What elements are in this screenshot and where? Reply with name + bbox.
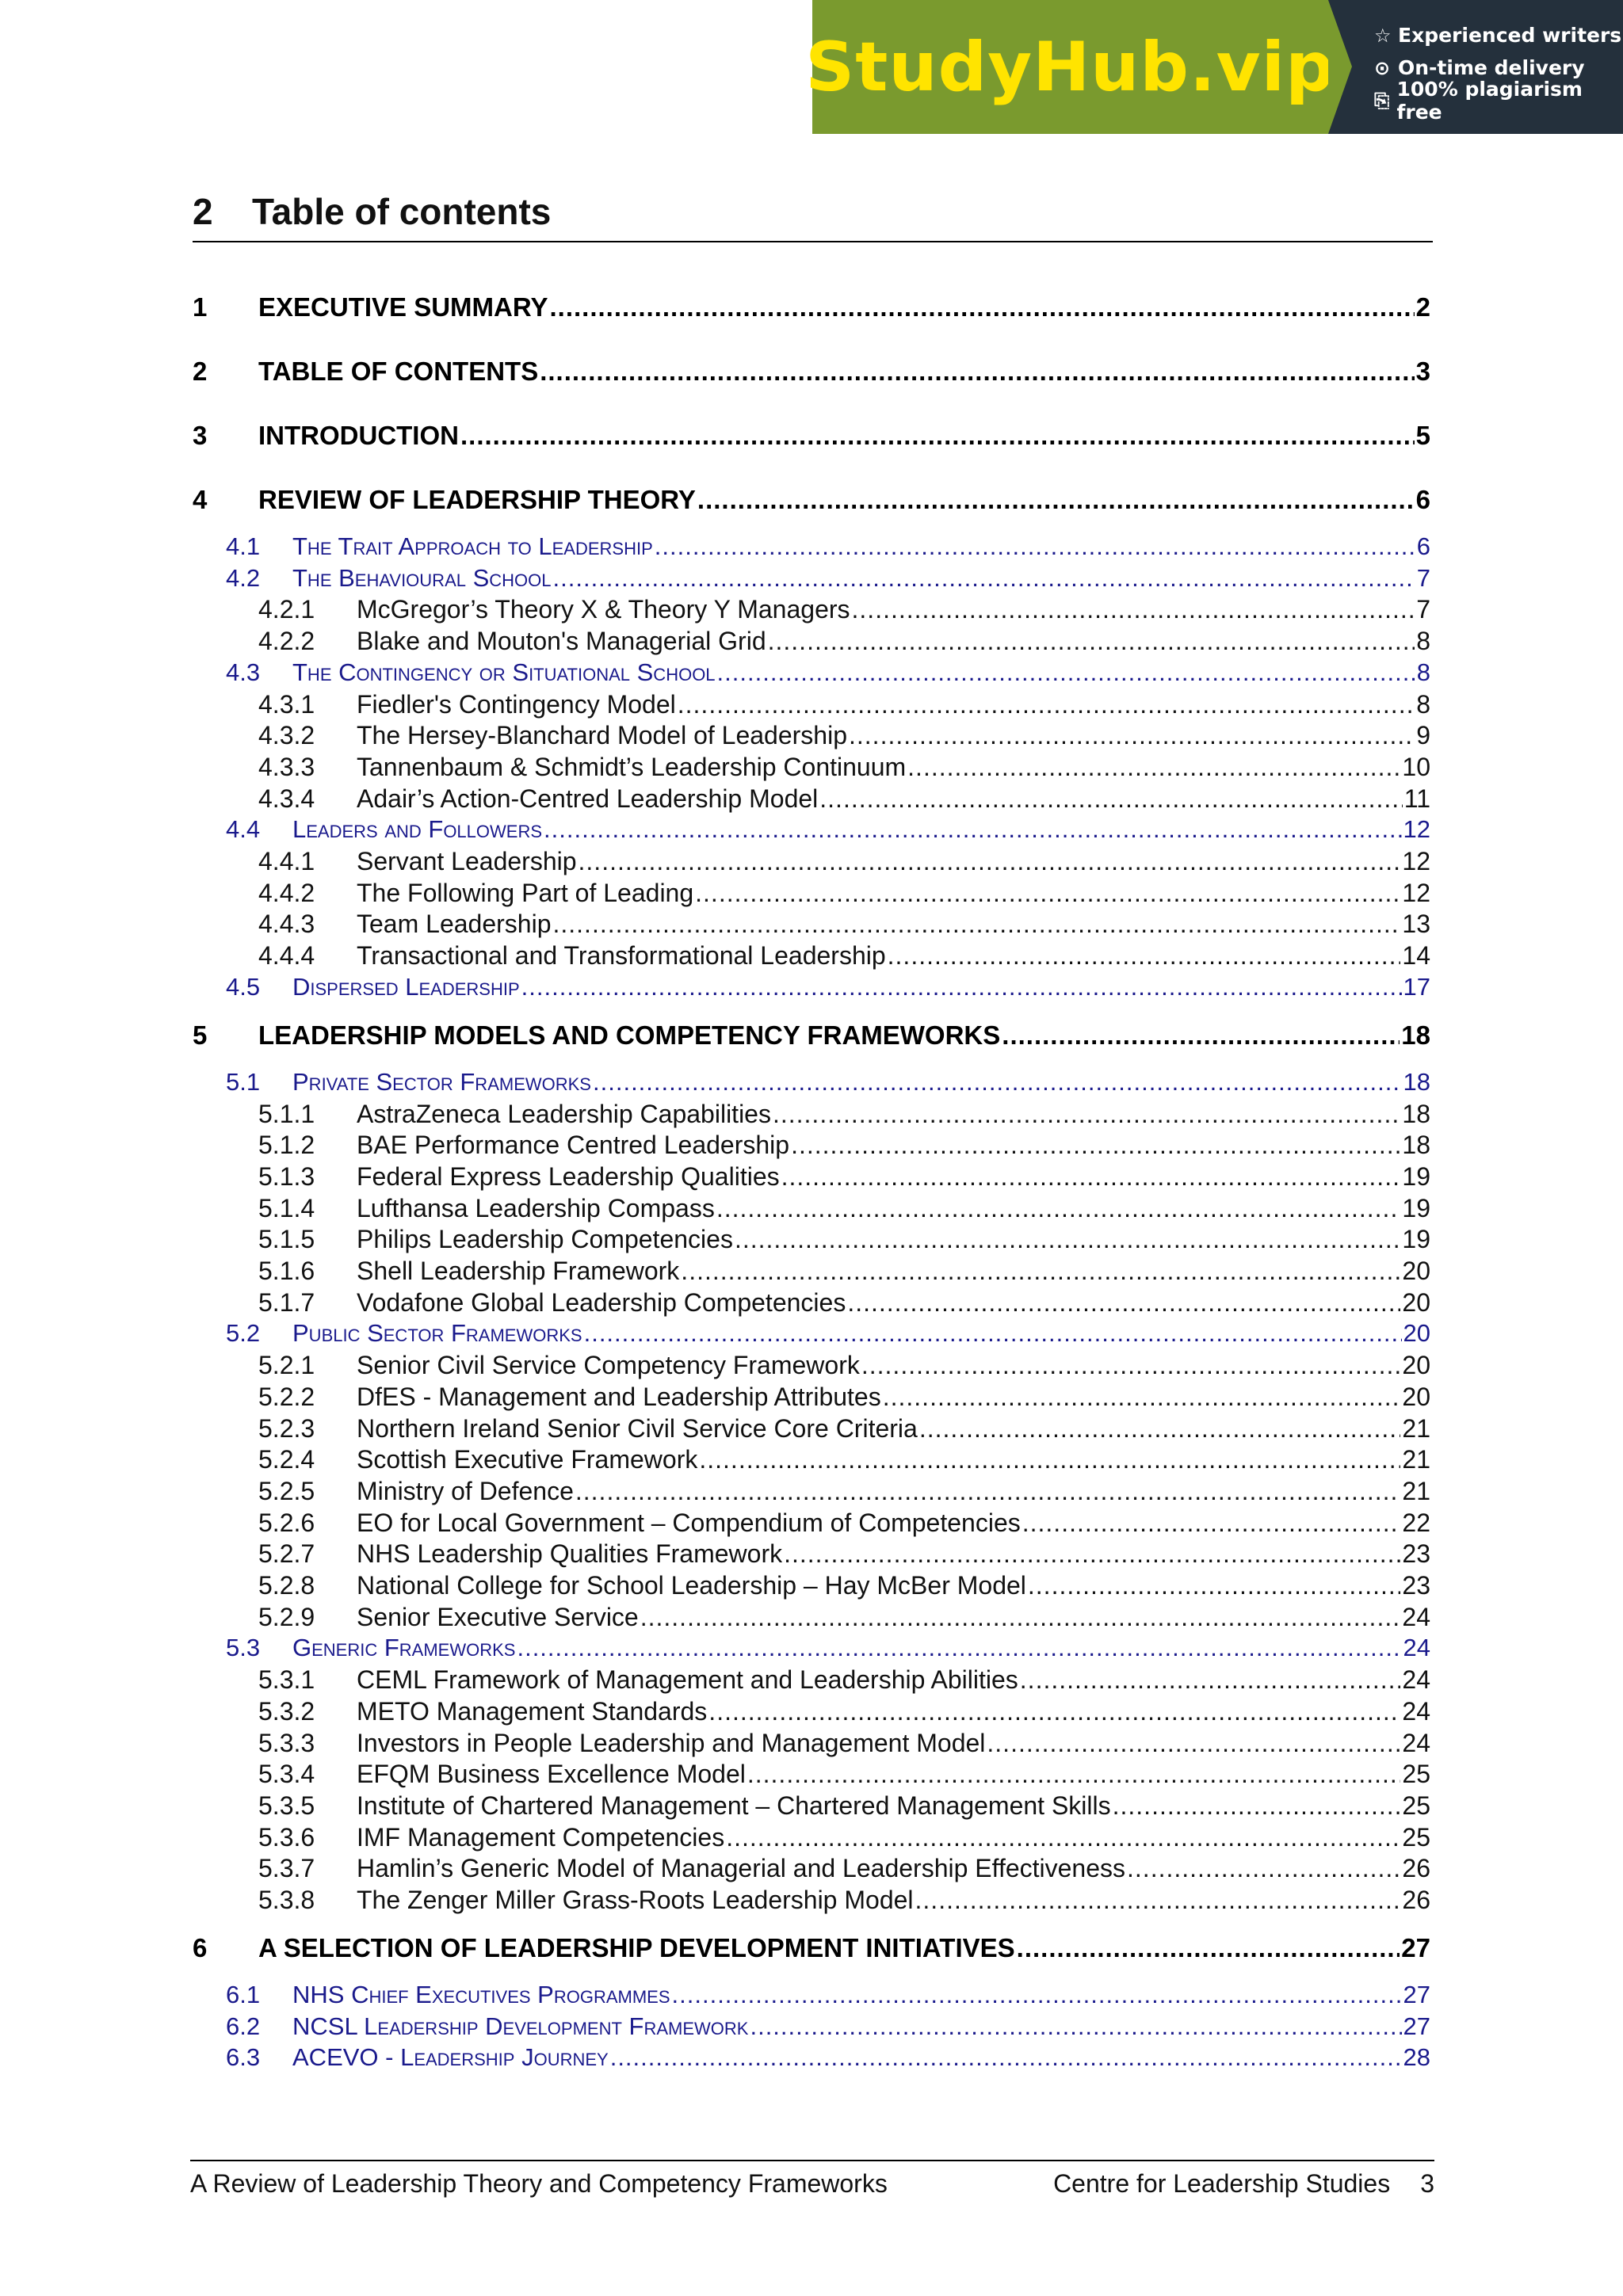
toc-number: 4.3 xyxy=(226,658,261,686)
toc-title: A SELECTION OF LEADERSHIP DEVELOPMENT INITIATIVES xyxy=(258,1933,1015,1962)
dot-leader xyxy=(672,1981,1402,2009)
toc-page-number: 7 xyxy=(1416,564,1430,592)
toc-title: INTRODUCTION xyxy=(258,421,459,450)
brand-logo[interactable] xyxy=(805,0,1335,134)
toc-title: BAE Performance Centred Leadership xyxy=(357,1131,790,1159)
toc-number: 5.3.7 xyxy=(258,1854,315,1882)
toc-entry-4-4-2[interactable] xyxy=(193,879,1430,908)
toc-entry-5-3-1[interactable] xyxy=(193,1665,1430,1695)
toc-entry-5-3-5[interactable] xyxy=(193,1791,1430,1821)
heading-text: Table of contents xyxy=(252,191,552,232)
toc-entry-4-4-1[interactable] xyxy=(193,847,1430,876)
toc-number: 6.2 xyxy=(226,2012,261,2040)
toc-page-number: 24 xyxy=(1402,1729,1430,1757)
dot-leader xyxy=(819,784,1403,814)
toc-page-number: 18 xyxy=(1402,1100,1430,1128)
toc-title: Servant Leadership xyxy=(357,847,577,875)
toc-entry-5-2-5[interactable] xyxy=(193,1477,1430,1506)
toc-number: 5.2.1 xyxy=(258,1351,315,1379)
toc-title: Adair’s Action-Centred Leadership Model xyxy=(357,784,819,813)
dot-leader xyxy=(852,595,1415,624)
footer-org: Centre for Leadership Studies xyxy=(1053,2169,1391,2198)
dot-leader xyxy=(784,1539,1400,1569)
toc-title: Senior Civil Service Competency Framework xyxy=(357,1351,860,1379)
toc-entry-6-2[interactable] xyxy=(193,2012,1430,2041)
toc-number: 5.3.5 xyxy=(258,1791,315,1820)
toc-page-number: 20 xyxy=(1402,1351,1430,1379)
toc-page-number: 18 xyxy=(1403,1068,1430,1096)
toc-title: DfES - Management and Leadership Attributes xyxy=(357,1383,881,1411)
toc-page-number: 23 xyxy=(1402,1571,1430,1600)
dot-leader xyxy=(791,1131,1400,1160)
toc-title: Leaders and Followers xyxy=(292,815,543,843)
toc-title: The Hersey-Blanchard Model of Leadership xyxy=(357,721,847,749)
toc-title: CEML Framework of Management and Leadership Abilities xyxy=(357,1665,1018,1694)
toc-title: Private Sector Frameworks xyxy=(292,1068,591,1096)
dot-leader xyxy=(517,1634,1401,1662)
toc-page-number: 20 xyxy=(1403,1319,1430,1347)
toc-number: 5.1.2 xyxy=(258,1131,315,1159)
toc-page-number: 21 xyxy=(1402,1414,1430,1443)
dot-leader xyxy=(915,1886,1401,1915)
toc-title: The Following Part of Leading xyxy=(357,879,694,907)
toc-title: Fiedler's Contingency Model xyxy=(357,690,676,719)
toc-number: 4.4 xyxy=(226,815,261,843)
toc-page-number: 26 xyxy=(1402,1854,1430,1882)
toc-title: Shell Leadership Framework xyxy=(357,1257,680,1285)
toc-title: National College for School Leadership – Hay McBer Model xyxy=(357,1571,1026,1600)
dot-leader xyxy=(695,879,1400,908)
toc-number: 4.3.2 xyxy=(258,721,315,749)
toc-page-number: 11 xyxy=(1403,784,1430,813)
toc-number: 5.1.6 xyxy=(258,1257,315,1285)
dot-leader xyxy=(697,485,1415,515)
toc-title: EFQM Business Excellence Model xyxy=(357,1760,746,1788)
page-footer xyxy=(190,2160,1434,2199)
dot-leader xyxy=(1127,1854,1400,1883)
toc-title: Ministry of Defence xyxy=(357,1477,574,1505)
toc-entry-5-1-5[interactable] xyxy=(193,1225,1430,1254)
feature-label: On-time delivery xyxy=(1398,56,1585,79)
dot-leader xyxy=(726,1823,1400,1852)
dot-leader xyxy=(540,357,1414,387)
toc-number: 5.2 xyxy=(226,1319,261,1347)
toc-page-number: 8 xyxy=(1416,627,1430,655)
dot-leader xyxy=(1028,1571,1401,1600)
dot-leader xyxy=(768,627,1415,656)
toc-title: Blake and Mouton's Managerial Grid xyxy=(357,627,766,655)
toc-page-number: 13 xyxy=(1402,910,1430,938)
dot-leader xyxy=(584,1319,1402,1348)
toc-page-number: 6 xyxy=(1416,532,1430,560)
toc-number: 5.3.3 xyxy=(258,1729,315,1757)
toc-number: 3 xyxy=(193,421,208,450)
toc-entry-5-2-3[interactable] xyxy=(193,1414,1430,1444)
toc-title: The Behavioural School xyxy=(292,564,552,592)
toc-entry-5-2-9[interactable] xyxy=(193,1603,1430,1632)
toc-page-number: 6 xyxy=(1415,485,1430,514)
toc-number: 5.1.1 xyxy=(258,1100,315,1128)
toc-number: 5.2.6 xyxy=(258,1508,315,1537)
toc-entry-5-1-4[interactable] xyxy=(193,1194,1430,1223)
heading-number: 2 xyxy=(193,191,213,232)
brand-name: StudyHub.vip xyxy=(805,27,1335,107)
toc-page-number: 24 xyxy=(1402,1603,1430,1631)
toc-entry-5-1-6[interactable] xyxy=(193,1257,1430,1286)
copy-icon: ⎘ xyxy=(1374,89,1390,112)
dot-leader xyxy=(773,1100,1400,1129)
toc-number: 5.1.3 xyxy=(258,1162,315,1191)
toc-page-number: 26 xyxy=(1402,1886,1430,1914)
toc-number: 2 xyxy=(193,357,208,386)
toc-entry-4-4[interactable] xyxy=(193,815,1430,844)
toc-page-number: 8 xyxy=(1416,690,1430,719)
toc-title: The Zenger Miller Grass-Roots Leadership Model xyxy=(357,1886,914,1914)
toc-number: 4.2 xyxy=(226,564,261,592)
toc-number: 5.2.5 xyxy=(258,1477,315,1505)
toc-number: 4.4.4 xyxy=(258,941,315,970)
toc-number: 5.1.5 xyxy=(258,1225,315,1253)
toc-title: Transactional and Transformational Leadership xyxy=(357,941,886,970)
toc-entry-6[interactable] xyxy=(193,1933,1430,1963)
toc-title: TABLE OF CONTENTS xyxy=(258,357,539,386)
toc-page-number: 18 xyxy=(1401,1020,1430,1050)
dot-leader xyxy=(708,1697,1400,1726)
toc-title: Federal Express Leadership Qualities xyxy=(357,1162,780,1191)
toc-page-number: 17 xyxy=(1403,973,1430,1001)
toc-page-number: 24 xyxy=(1402,1697,1430,1726)
toc-entry-5-3-3[interactable] xyxy=(193,1729,1430,1758)
toc-title: Dispersed Leadership xyxy=(292,973,520,1001)
toc-number: 4.3.4 xyxy=(258,784,315,813)
toc-number: 5.1.4 xyxy=(258,1194,315,1222)
dot-leader xyxy=(678,690,1415,719)
toc-entry-4-3-3[interactable] xyxy=(193,753,1430,782)
toc-number: 4.4.1 xyxy=(258,847,315,875)
toc-page-number: 5 xyxy=(1415,421,1430,450)
toc-entry-4-2[interactable] xyxy=(193,564,1430,593)
toc-number: 4.5 xyxy=(226,973,261,1001)
toc-title: Lufthansa Leadership Compass xyxy=(357,1194,715,1222)
toc-title: The Contingency or Situational School xyxy=(292,658,716,686)
toc-title: EXECUTIVE SUMMARY xyxy=(258,292,548,322)
dot-leader xyxy=(919,1414,1401,1444)
toc-page-number: 19 xyxy=(1402,1162,1430,1191)
dot-leader xyxy=(549,292,1414,322)
dot-leader xyxy=(861,1351,1401,1380)
dot-leader xyxy=(575,1477,1401,1506)
toc-number: 4.4.2 xyxy=(258,879,315,907)
toc-entry-5-2-2[interactable] xyxy=(193,1383,1430,1412)
toc-title: NHS Chief Executives Programmes xyxy=(292,1981,670,2008)
toc-number: 5.1 xyxy=(226,1068,261,1096)
dot-leader xyxy=(579,847,1401,876)
toc-page-number: 9 xyxy=(1416,721,1430,749)
toc-entry-5-1[interactable] xyxy=(193,1068,1430,1097)
toc-entry-5-2-6[interactable] xyxy=(193,1508,1430,1538)
toc-title: Senior Executive Service xyxy=(357,1603,639,1631)
toc-title: AstraZeneca Leadership Capabilities xyxy=(357,1100,771,1128)
toc-entry-5-2-1[interactable] xyxy=(193,1351,1430,1380)
dot-leader xyxy=(747,1760,1401,1789)
toc-page-number: 24 xyxy=(1402,1665,1430,1694)
dot-leader xyxy=(987,1729,1400,1758)
toc-page-number: 23 xyxy=(1402,1539,1430,1568)
feature-label: Experienced writers xyxy=(1398,24,1622,47)
toc-number: 5.2.7 xyxy=(258,1539,315,1568)
dot-leader xyxy=(847,1288,1400,1318)
dot-leader xyxy=(1020,1665,1401,1695)
toc-entry-5-1-1[interactable] xyxy=(193,1100,1430,1129)
toc-page-number: 12 xyxy=(1402,879,1430,907)
toc-entry-3[interactable] xyxy=(193,421,1430,451)
star-icon: ☆ xyxy=(1374,24,1392,47)
toc-number: 4.2.2 xyxy=(258,627,315,655)
dot-leader xyxy=(593,1068,1402,1097)
dot-leader xyxy=(888,941,1401,971)
toc-page-number: 10 xyxy=(1402,753,1430,781)
toc-entry-5-1-3[interactable] xyxy=(193,1162,1430,1192)
toc-entry-5-3-7[interactable] xyxy=(193,1854,1430,1883)
toc-entry-5-2[interactable] xyxy=(193,1319,1430,1348)
footer-doc-title: A Review of Leadership Theory and Competency Frameworks xyxy=(190,2169,888,2198)
toc-number: 1 xyxy=(193,292,208,322)
dot-leader xyxy=(460,421,1415,451)
toc-title: Northern Ireland Senior Civil Service Core Criteria xyxy=(357,1414,918,1443)
toc-entry-4-4-3[interactable] xyxy=(193,910,1430,939)
toc-entry-5-1-2[interactable] xyxy=(193,1131,1430,1160)
dot-leader xyxy=(1017,1933,1400,1963)
toc-title: Philips Leadership Competencies xyxy=(357,1225,733,1253)
toc-entry-4-2-1[interactable] xyxy=(193,595,1430,624)
toc-title: Tannenbaum & Schmidt’s Leadership Continuum xyxy=(357,753,907,781)
toc-title: Vodafone Global Leadership Competencies xyxy=(357,1288,846,1317)
toc-page-number: 14 xyxy=(1402,941,1430,970)
toc-number: 4.4.3 xyxy=(258,910,315,938)
dot-leader xyxy=(1113,1791,1401,1821)
toc-page-number: 25 xyxy=(1402,1791,1430,1820)
toc-number: 4.1 xyxy=(226,532,261,560)
feature-label: 100% plagiarism free xyxy=(1396,77,1583,124)
toc-number: 5.2.4 xyxy=(258,1445,315,1474)
toc-number: 5.3.4 xyxy=(258,1760,315,1788)
toc-entry-4-3-4[interactable] xyxy=(193,784,1430,814)
toc-entry-4-5[interactable] xyxy=(193,973,1430,1001)
dot-leader xyxy=(681,1257,1400,1286)
toc-page-number: 7 xyxy=(1416,595,1430,624)
toc-page-number: 22 xyxy=(1402,1508,1430,1537)
toc-page-number: 27 xyxy=(1403,2012,1430,2040)
toc-entry-5-1-7[interactable] xyxy=(193,1288,1430,1318)
toc-title: METO Management Standards xyxy=(357,1697,708,1726)
toc-number: 5.3.8 xyxy=(258,1886,315,1914)
dot-leader xyxy=(1022,1508,1401,1538)
toc-title: Hamlin’s Generic Model of Managerial and Leadership Effectiveness xyxy=(357,1854,1126,1882)
toc-title: Team Leadership xyxy=(357,910,552,938)
toc-title: Public Sector Frameworks xyxy=(292,1319,582,1347)
toc-title: ACEVO - Leadership Journey xyxy=(292,2043,609,2071)
feature-plagiarism xyxy=(1374,77,1623,124)
toc-entry-4[interactable] xyxy=(193,485,1430,515)
dot-leader xyxy=(750,2012,1401,2041)
dot-leader xyxy=(1002,1020,1400,1051)
toc-entry-5-3[interactable] xyxy=(193,1634,1430,1662)
dot-leader xyxy=(544,815,1401,844)
page-title xyxy=(193,190,1433,242)
dot-leader xyxy=(655,532,1415,561)
toc-title: NHS Leadership Qualities Framework xyxy=(357,1539,783,1568)
toc-number: 5.3 xyxy=(226,1634,261,1661)
toc-title: The Trait Approach to Leadership xyxy=(292,532,653,560)
toc-entry-5-2-4[interactable] xyxy=(193,1445,1430,1474)
toc-number: 4.2.1 xyxy=(258,595,315,624)
toc-page-number: 27 xyxy=(1403,1981,1430,2008)
toc-entry-1[interactable] xyxy=(193,292,1430,322)
toc-entry-4-3[interactable] xyxy=(193,658,1430,687)
banner-features xyxy=(1328,0,1623,134)
dot-leader xyxy=(640,1603,1401,1632)
toc-number: 5.1.7 xyxy=(258,1288,315,1317)
toc-number: 4.3.1 xyxy=(258,690,315,719)
toc-entry-4-3-1[interactable] xyxy=(193,690,1430,719)
toc-page-number: 20 xyxy=(1402,1288,1430,1317)
toc-page-number: 20 xyxy=(1402,1257,1430,1285)
dot-leader xyxy=(610,2043,1402,2072)
toc-page-number: 28 xyxy=(1403,2043,1430,2071)
footer-page-number: 3 xyxy=(1420,2169,1434,2198)
toc-title: Scottish Executive Framework xyxy=(357,1445,698,1474)
toc-number: 6 xyxy=(193,1933,208,1962)
dot-leader xyxy=(716,1194,1401,1223)
dot-leader xyxy=(735,1225,1400,1254)
clock-icon: ⊙ xyxy=(1374,56,1391,79)
toc-number: 5.3.2 xyxy=(258,1697,315,1726)
toc-title: REVIEW OF LEADERSHIP THEORY xyxy=(258,485,696,514)
dot-leader xyxy=(552,910,1400,939)
toc-number: 5.3.6 xyxy=(258,1823,315,1852)
dot-leader xyxy=(521,973,1402,1001)
toc-page-number: 12 xyxy=(1402,847,1430,875)
toc-number: 5.3.1 xyxy=(258,1665,315,1694)
toc-page-number: 12 xyxy=(1403,815,1430,843)
toc-page-number: 18 xyxy=(1402,1131,1430,1159)
toc-number: 4.3.3 xyxy=(258,753,315,781)
toc-page-number: 25 xyxy=(1402,1823,1430,1852)
toc-entry-5-3-8[interactable] xyxy=(193,1886,1430,1915)
dot-leader xyxy=(781,1162,1401,1192)
toc-page-number: 2 xyxy=(1415,292,1430,322)
toc-number: 6.3 xyxy=(226,2043,261,2071)
dot-leader xyxy=(883,1383,1401,1412)
studyhub-banner[interactable] xyxy=(805,0,1623,134)
toc-title: EO for Local Government – Compendium of Competencies xyxy=(357,1508,1021,1537)
dot-leader xyxy=(849,721,1415,750)
dot-leader xyxy=(699,1445,1400,1474)
toc-title: Investors in People Leadership and Management Model xyxy=(357,1729,986,1757)
toc-number: 6.1 xyxy=(226,1981,261,2008)
dot-leader xyxy=(553,564,1415,593)
toc-entry-6-3[interactable] xyxy=(193,2043,1430,2072)
toc-title: Institute of Chartered Management – Chartered Management Skills xyxy=(357,1791,1111,1820)
toc-entry-5-3-4[interactable] xyxy=(193,1760,1430,1789)
toc-title: Generic Frameworks xyxy=(292,1634,516,1661)
toc-number: 4 xyxy=(193,485,208,514)
toc-page-number: 27 xyxy=(1401,1933,1430,1962)
toc-number: 5.2.3 xyxy=(258,1414,315,1443)
feature-writers xyxy=(1374,19,1623,51)
toc-title: NCSL Leadership Development Framework xyxy=(292,2012,749,2040)
toc-number: 5.2.2 xyxy=(258,1383,315,1411)
dot-leader xyxy=(907,753,1400,782)
toc-page-number: 19 xyxy=(1402,1225,1430,1253)
toc-entry-4-1[interactable] xyxy=(193,532,1430,561)
toc-page-number: 25 xyxy=(1402,1760,1430,1788)
toc-page-number: 8 xyxy=(1416,658,1430,686)
toc-page-number: 3 xyxy=(1415,357,1430,386)
toc-entry-5-3-2[interactable] xyxy=(193,1697,1430,1726)
toc-page-number: 19 xyxy=(1402,1194,1430,1222)
dot-leader xyxy=(717,658,1415,687)
toc-entry-5-2-8[interactable] xyxy=(193,1571,1430,1600)
toc-number: 5.2.8 xyxy=(258,1571,315,1600)
toc-title: LEADERSHIP MODELS AND COMPETENCY FRAMEWORKS xyxy=(258,1020,1001,1050)
toc-entry-2[interactable] xyxy=(193,357,1430,387)
toc-page-number: 21 xyxy=(1402,1477,1430,1505)
toc-title: McGregor’s Theory X & Theory Y Managers xyxy=(357,595,850,624)
toc-entry-5-2-7[interactable] xyxy=(193,1539,1430,1569)
toc-page-number: 21 xyxy=(1402,1445,1430,1474)
toc-entry-5[interactable] xyxy=(193,1020,1430,1051)
toc-entry-4-4-4[interactable] xyxy=(193,941,1430,971)
toc-title: IMF Management Competencies xyxy=(357,1823,725,1852)
toc-page-number: 24 xyxy=(1403,1634,1430,1661)
toc-number: 5 xyxy=(193,1020,208,1050)
toc-entry-4-3-2[interactable] xyxy=(193,721,1430,750)
toc-entry-6-1[interactable] xyxy=(193,1981,1430,2009)
toc-page-number: 20 xyxy=(1402,1383,1430,1411)
toc-entry-4-2-2[interactable] xyxy=(193,627,1430,656)
toc-entry-5-3-6[interactable] xyxy=(193,1823,1430,1852)
toc-number: 5.2.9 xyxy=(258,1603,315,1631)
